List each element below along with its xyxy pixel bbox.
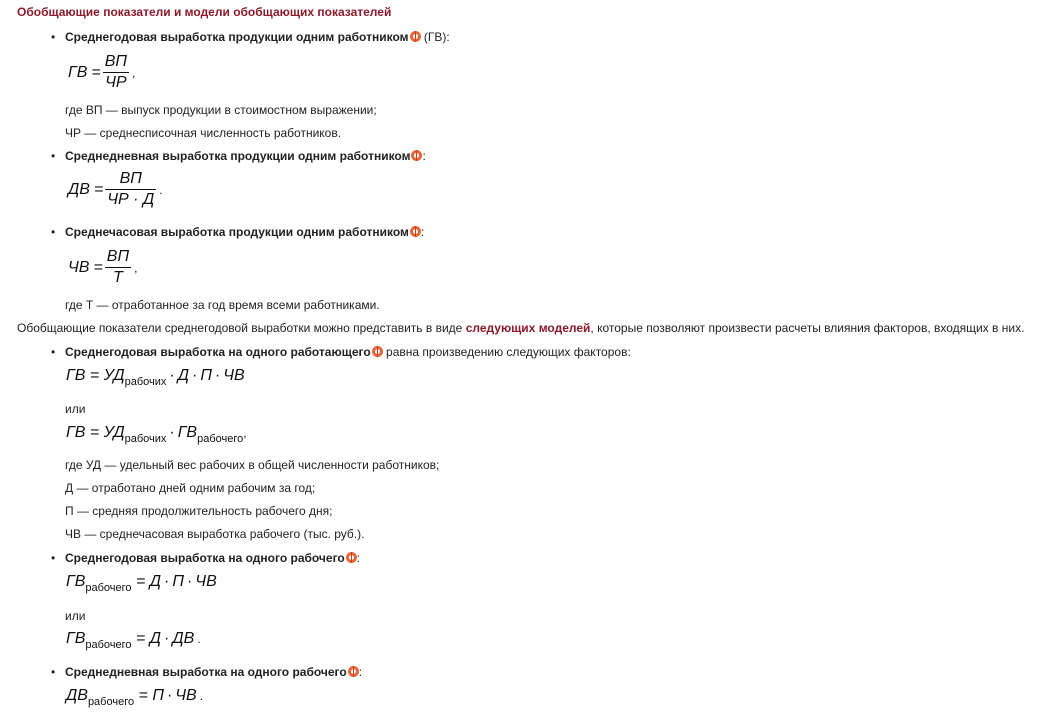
formula-term: ЧВ <box>175 687 197 704</box>
formula-tail: . <box>197 632 201 646</box>
formula-dv-worker: $ДВ_{рабочего} = П$ · ЧВ . <box>66 687 204 708</box>
formula-gv <box>66 53 135 92</box>
fraction-denominator: ЧР <box>105 74 127 91</box>
formula-fraction <box>103 53 129 92</box>
note: Д — отработано дней одним рабочим за год; <box>65 481 316 495</box>
item-title: Среднегодовая выработка на одного рабочего <box>65 551 345 565</box>
formula-fraction <box>105 248 131 287</box>
formula-eq: = <box>91 63 101 81</box>
formula-subscript: рабочих <box>124 376 167 388</box>
formula-lhs: ДВ <box>66 687 88 704</box>
formula-tail: . <box>199 689 204 703</box>
fraction-numerator: ВП <box>103 53 129 73</box>
formula-gv-factors: ГВ = $УД_{рабочих} \cdot Д \cdot П$ · ЧВ <box>66 367 245 388</box>
glossary-link-icon[interactable] <box>410 226 421 237</box>
item-suffix: : <box>356 551 361 565</box>
formula-subscript: рабочих <box>124 433 167 445</box>
fraction-numerator: ВП <box>105 170 156 190</box>
formula-term: ЧВ <box>195 573 217 590</box>
formula-gv-share: ГВ = $УД_{рабочих} \cdot ГВ_{рабочего}$, <box>66 424 247 445</box>
or-text: или <box>65 609 86 623</box>
item-title: Среднечасовая выработка продукции одним работником <box>65 225 409 239</box>
formula-eq: = <box>89 367 100 384</box>
formula-lhs: ДВ <box>68 180 90 198</box>
list-item-annual-output <box>51 29 450 45</box>
formula-term: УД <box>103 367 125 384</box>
glossary-link-icon[interactable] <box>346 552 357 563</box>
formula-lhs: ГВ <box>66 630 86 647</box>
item-title: Среднегодовая выработка продукции одним работником <box>65 30 409 44</box>
formula-lhs: ГВ <box>66 424 86 441</box>
formula-term: Д <box>149 630 162 647</box>
list-item-daily-per-worker <box>51 664 363 680</box>
formula-term: УД <box>103 424 125 441</box>
note: где УД — удельный вес рабочих в общей численности работников; <box>65 458 440 472</box>
formula-gv-worker-days: $ГВ_{рабочего} = Д$ · ДВ . <box>66 630 201 651</box>
paragraph-text: Обобщающие показатели среднегодовой выработки можно представить в виде <box>17 321 466 335</box>
formula-subscript: рабочего <box>85 639 132 651</box>
formula-term: ГВ <box>177 424 198 441</box>
formula-term: ДВ <box>172 630 195 647</box>
list-item-annual-per-worker <box>51 550 361 566</box>
formula-chv <box>66 248 137 287</box>
bullet: • <box>51 345 56 359</box>
formula-lhs: ГВ <box>66 367 86 384</box>
formula-term: П <box>152 687 164 704</box>
formula-term: П <box>172 573 184 590</box>
list-item-daily-output <box>51 148 426 164</box>
formula-term: Д <box>177 367 189 384</box>
formula-eq: = <box>138 687 148 704</box>
glossary-link-icon[interactable] <box>410 31 421 42</box>
formula-dv <box>66 170 163 209</box>
intro-paragraph <box>17 320 1024 336</box>
fraction-denominator: ЧР · Д <box>107 191 155 208</box>
formula-eq: = <box>93 258 103 276</box>
formula-tail: , <box>131 65 136 80</box>
formula-fraction <box>105 170 156 209</box>
note: где ВП — выпуск продукции в стоимостном выражении; <box>65 103 377 117</box>
formula-subscript: рабочего <box>197 433 244 445</box>
formula-eq: = <box>89 424 100 441</box>
formula-eq: = <box>135 630 146 647</box>
formula-tail: , <box>243 426 247 440</box>
note: ЧВ — среднечасовая выработка рабочего (тыс. руб.). <box>65 527 365 541</box>
formula-term: П <box>200 367 212 384</box>
formula-term: Д <box>149 573 162 590</box>
formula-gv-worker: $ГВ_{рабочего} = Д \cdot П$ · ЧВ <box>66 573 217 594</box>
item-suffix: равна произведению следующих факторов: <box>382 345 631 359</box>
formula-eq: = <box>135 573 146 590</box>
or-text: или <box>65 402 86 416</box>
bullet: • <box>51 225 56 239</box>
item-title: Среднедневная выработка на одного рабочего <box>65 665 347 679</box>
bullet: • <box>51 551 56 565</box>
item-title: Среднедневная выработка продукции одним работником <box>65 149 411 163</box>
paragraph-text: , которые позволяют произвести расчеты влияния факторов, входящих в них. <box>590 321 1025 335</box>
formula-term: ЧВ <box>223 367 245 384</box>
item-suffix: : <box>358 665 363 679</box>
note: ЧР — среднесписочная численность работников. <box>65 126 342 140</box>
bullet: • <box>51 665 56 679</box>
item-suffix: : <box>422 149 426 163</box>
item-suffix: : <box>420 225 425 239</box>
fraction-denominator: Т <box>113 269 123 286</box>
formula-tail: , <box>134 260 138 275</box>
formula-lhs: ГВ <box>68 63 88 81</box>
note: П — средняя продолжительность рабочего дня; <box>65 504 333 518</box>
bullet: • <box>51 30 56 44</box>
formula-eq: = <box>93 180 104 198</box>
section-heading-link[interactable]: Обобщающие показатели и модели обобщающих показателей <box>17 5 392 19</box>
item-suffix: (ГВ): <box>420 30 450 44</box>
models-link[interactable]: следующих моделей <box>465 321 591 335</box>
glossary-link-icon[interactable] <box>348 666 359 677</box>
item-title: Среднегодовая выработка на одного работающего <box>65 345 371 359</box>
formula-lhs: ГВ <box>66 573 86 590</box>
note: где Т — отработанное за год время всеми работниками. <box>65 298 380 312</box>
glossary-link-icon[interactable] <box>411 150 422 161</box>
fraction-numerator: ВП <box>105 248 131 268</box>
formula-lhs: ЧВ <box>68 258 90 276</box>
formula-subscript: рабочего <box>87 696 135 708</box>
formula-subscript: рабочего <box>85 582 132 594</box>
bullet: • <box>51 149 56 163</box>
glossary-link-icon[interactable] <box>372 346 383 357</box>
list-item-hourly-output <box>51 224 425 240</box>
list-item-annual-per-employee <box>51 344 631 360</box>
formula-tail: . <box>159 182 163 197</box>
